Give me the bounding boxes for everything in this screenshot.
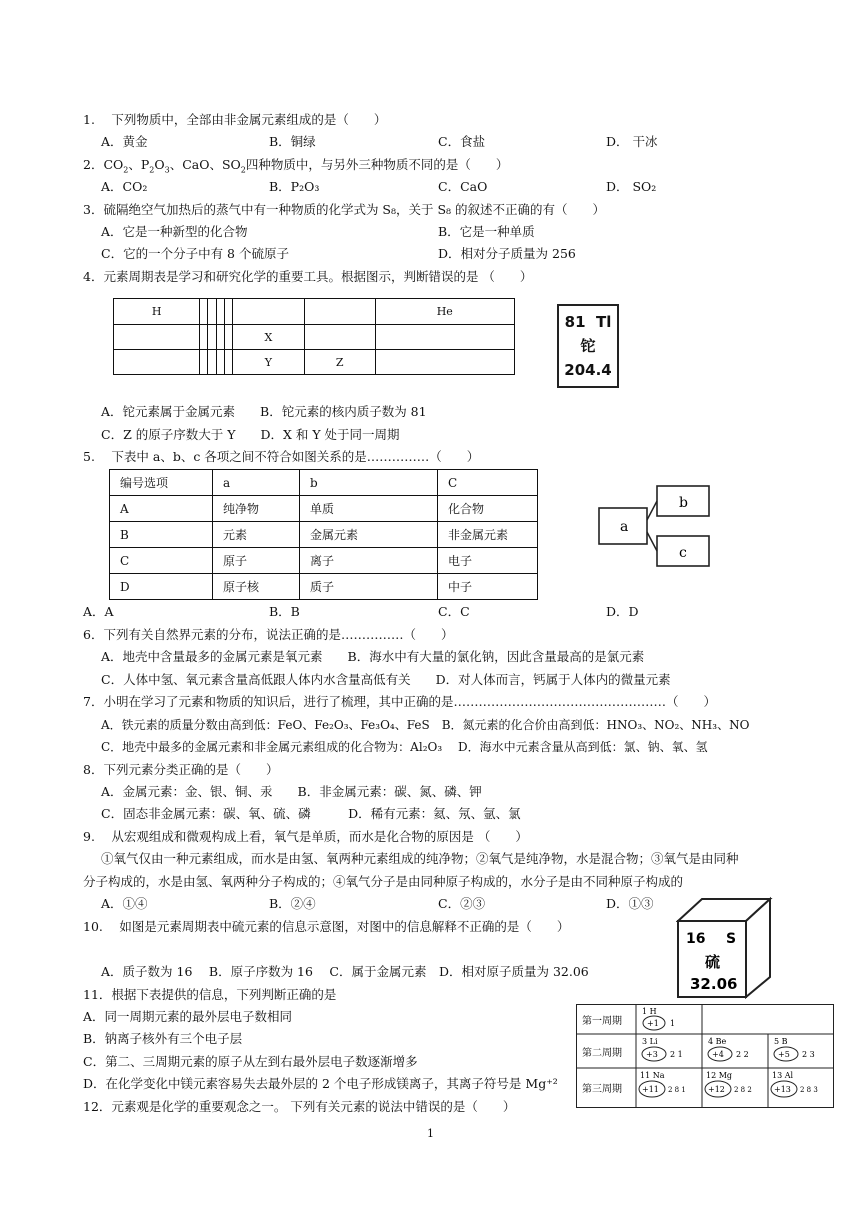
q5-option-b: B．B xyxy=(269,604,300,619)
sulfur-element-cube xyxy=(676,895,774,1000)
grid-cell xyxy=(216,299,224,325)
table-row: A 纯净物 单质 化合物 xyxy=(110,496,538,522)
grid-cell xyxy=(375,325,515,350)
q7-stem: 7．小明在学习了元素和物质的知识后，进行了梳理，其中正确的是……………………………………………（ ） xyxy=(83,694,716,709)
atom-label: 11 Na xyxy=(640,1071,665,1080)
atom-label: 3 Li xyxy=(642,1037,658,1046)
atom-label: 12 Mg xyxy=(706,1071,733,1080)
q9-option-c: C．②③ xyxy=(438,896,486,911)
q4-options-line1: A．铊元素属于金属元素 B．铊元素的核内质子数为 81 xyxy=(101,404,427,419)
atom-shells: 2 8 2 xyxy=(734,1086,752,1094)
grid-cell xyxy=(224,325,232,350)
period-label: 第二周期 xyxy=(582,1048,622,1059)
q12-stem: 12．元素观是化学的重要观念之一。 下列有关元素的说法中错误的是（ ） xyxy=(83,1099,516,1114)
grid-cell: He xyxy=(375,299,515,325)
tl-mass: 204.4 xyxy=(564,361,612,379)
q8-line2: C．固态非金属元素：碳、氧、硫、磷 D．稀有元素：氦、氖、氩、氯 xyxy=(101,806,521,821)
atom-nucleus: +1 xyxy=(647,1019,659,1028)
q3-option-b: B．它是一种单质 xyxy=(438,224,535,239)
q11-option-b: B．钠离子核外有三个电子层 xyxy=(83,1031,243,1046)
atom-shells: 2 8 1 xyxy=(668,1086,686,1094)
atom-shells: 2 8 3 xyxy=(800,1086,818,1094)
table-row: D 原子核 质子 中子 xyxy=(110,574,538,600)
diagram-label-c: c xyxy=(679,545,687,561)
grid-cell xyxy=(208,299,216,325)
q11-option-a: A．同一周期元素的最外层电子数相同 xyxy=(83,1009,293,1024)
atom-nucleus: +4 xyxy=(712,1050,724,1059)
q10-line1: A．质子数为 16 B．原子序数为 16 C．属于金属元素 D．相对原子质量为 32.06 xyxy=(101,964,589,979)
q1-stem: 1. 下列物质中，全部由非金属元素组成的是（ ） xyxy=(83,112,387,127)
grid-cell: X xyxy=(232,325,304,350)
s-number: 16 xyxy=(686,931,706,947)
atom-nucleus: +11 xyxy=(642,1085,659,1094)
q6-stem: 6．下列有关自然界元素的分布，说法正确的是……………（ ） xyxy=(83,627,454,642)
q9-line1: ①氧气仅由一种元素组成，而水是由氢、氧两种元素组成的纯净物；②氧气是纯净物，水是混合物；③氧气是由同种 xyxy=(101,851,739,866)
atom-nucleus: +3 xyxy=(646,1050,658,1059)
q1-option-d: D． 干冰 xyxy=(606,134,658,149)
grid-cell xyxy=(208,350,216,375)
q11-option-c: C．第二、三周期元素的原子从左到右最外层电子数逐渐增多 xyxy=(83,1054,418,1069)
atom-shells: 1 xyxy=(670,1019,676,1028)
grid-cell xyxy=(200,325,208,350)
grid-cell xyxy=(114,325,200,350)
thallium-element-card xyxy=(557,304,619,388)
q2-option-b: B．P₂O₃ xyxy=(269,179,320,194)
q7-line1: A．铁元素的质量分数由高到低：FeO、Fe₂O₃、Fe₃O₄、FeS B．氮元素的化合价由高到低：HNO₃、NO₂、NH₃、NO xyxy=(101,718,750,732)
atom-shells: 2 1 xyxy=(670,1050,683,1059)
q6-line2: C．人体中氢、氧元素含量高低跟人体内水含量高低有关 D．对人体而言，钙属于人体内的微量元素 xyxy=(101,672,671,687)
q10-stem: 10. 如图是元素周期表中硫元素的信息示意图，对图中的信息解释不正确的是（ ） xyxy=(83,919,570,934)
q9-stem: 9. 从宏观组成和微观构成上看，氧气是单质，而水是化合物的原因是 （ ） xyxy=(83,829,528,844)
atom-shells: 2 2 xyxy=(736,1050,749,1059)
page-number: 1 xyxy=(427,1127,434,1140)
diagram-label-b: b xyxy=(679,495,688,511)
q3-option-c: C．它的一个分子中有 8 个硫原子 xyxy=(101,246,289,261)
table-row: C 原子 离子 电子 xyxy=(110,548,538,574)
grid-cell xyxy=(114,350,200,375)
q5-option-c: C．C xyxy=(438,604,470,619)
q5-table xyxy=(109,469,538,600)
atom-nucleus: +13 xyxy=(774,1085,791,1094)
grid-cell xyxy=(208,325,216,350)
q9-option-b: B．②④ xyxy=(269,896,316,911)
atomic-structure-table xyxy=(576,1004,834,1108)
atom-label: 4 Be xyxy=(708,1037,727,1046)
q1-option-c: C．食盐 xyxy=(438,134,486,149)
grid-cell xyxy=(304,325,375,350)
atom-label: 1 H xyxy=(642,1007,657,1016)
q9-option-d: D．①③ xyxy=(606,896,654,911)
q3-option-d: D．相对分子质量为 256 xyxy=(438,246,576,261)
atom-nucleus: +5 xyxy=(778,1050,790,1059)
periodic-table-grid xyxy=(113,298,515,375)
q8-line1: A．金属元素：金、银、铜、汞 B．非金属元素：碳、氮、磷、钾 xyxy=(101,784,482,799)
tl-number: 81 xyxy=(564,313,586,331)
grid-cell xyxy=(224,299,232,325)
q2-option-d: D． SO₂ xyxy=(606,179,657,194)
q9-line2: 分子构成的，水是由氢、氧两种分子构成的；④氧气分子是由同种原子构成的，水分子是由不同种原子构成的 xyxy=(83,874,684,889)
q6-line1: A．地壳中含量最多的金属元素是氧元素 B．海水中有大量的氯化钠，因此含量最高的是氯元素 xyxy=(101,649,645,664)
atom-label: 5 B xyxy=(774,1037,788,1046)
q8-stem: 8．下列元素分类正确的是（ ） xyxy=(83,762,279,777)
grid-cell xyxy=(224,350,232,375)
tl-name: 铊 xyxy=(580,337,596,355)
q5-stem: 5. 下表中 a、b、c 各项之间不符合如图关系的是……………（ ） xyxy=(83,449,480,464)
s-symbol: S xyxy=(726,931,737,947)
q3-stem: 3．硫隔绝空气加热后的蒸气中有一种物质的化学式为 S₈，关于 S₈ 的叙述不正确的有（ ） xyxy=(83,202,606,217)
q4-stem: 4．元素周期表是学习和研究化学的重要工具。根据图示，判断错误的是 （ ） xyxy=(83,269,533,284)
s-mass: 32.06 xyxy=(690,975,738,993)
table-header-cell: C xyxy=(438,470,538,496)
grid-cell xyxy=(216,350,224,375)
atom-nucleus: +12 xyxy=(708,1085,725,1094)
table-header-cell: b xyxy=(300,470,438,496)
grid-cell xyxy=(375,350,515,375)
q11-option-d: D．在化学变化中镁元素容易失去最外层的 2 个电子形成镁离子，其离子符号是 Mg⁺² xyxy=(83,1076,558,1091)
grid-cell xyxy=(200,350,208,375)
q5-option-d: D．D xyxy=(606,604,639,619)
q5-option-a: A．A xyxy=(83,604,114,619)
grid-cell: H xyxy=(114,299,200,325)
q7-line2: C．地壳中最多的金属元素和非金属元素组成的化合物为：Al₂O₃ D．海水中元素含量从高到低：氯、钠、氧、氢 xyxy=(101,740,708,754)
grid-cell: Z xyxy=(304,350,375,375)
q1-option-b: B．铜绿 xyxy=(269,134,316,149)
q2-stem: 2．$CO_2$、$P_2O_3$、CaO、$SO_2$四种物质中，与另外三种物质不同的是（ ） xyxy=(83,157,509,175)
q4-options-line2: C．Z 的原子序数大于 Y D．X 和 Y 处于同一周期 xyxy=(101,427,400,442)
period-label: 第三周期 xyxy=(582,1084,622,1095)
grid-cell xyxy=(216,325,224,350)
table-row: B 元素 金属元素 非金属元素 xyxy=(110,522,538,548)
diagram-label-a: a xyxy=(620,519,629,535)
grid-cell xyxy=(200,299,208,325)
grid-cell xyxy=(304,299,375,325)
grid-cell: Y xyxy=(232,350,304,375)
q2-option-c: C．CaO xyxy=(438,179,488,194)
q1-option-a: A．黄金 xyxy=(101,134,148,149)
period-label: 第一周期 xyxy=(582,1016,622,1027)
q9-option-a: A．①④ xyxy=(101,896,148,911)
tl-symbol: Tl xyxy=(595,313,612,331)
s-name: 硫 xyxy=(705,953,721,971)
q2-option-a: A．CO₂ xyxy=(101,179,148,194)
q11-stem: 11．根据下表提供的信息，下列判断正确的是 xyxy=(83,987,337,1002)
abc-relation-diagram xyxy=(595,476,715,576)
table-header-cell: a xyxy=(213,470,300,496)
atom-shells: 2 3 xyxy=(802,1050,815,1059)
grid-cell xyxy=(232,299,304,325)
table-header-cell: 编号选项 xyxy=(110,470,213,496)
q3-option-a: A．它是一种新型的化合物 xyxy=(101,224,248,239)
atom-label: 13 Al xyxy=(772,1071,794,1080)
